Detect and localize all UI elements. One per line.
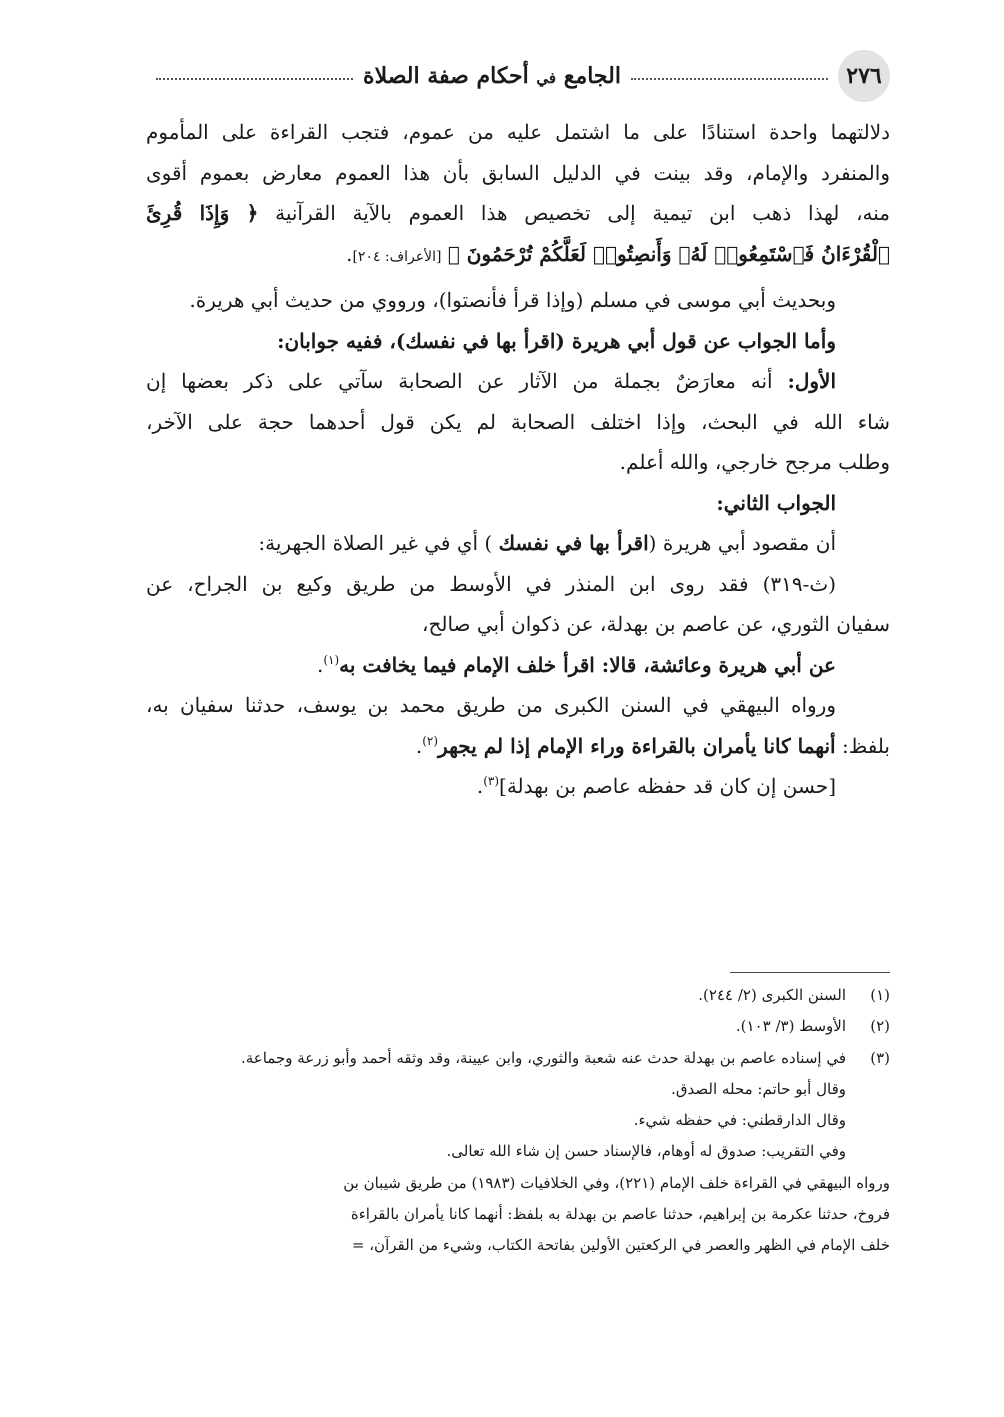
- text-line: دلالتهما واحدة استنادًا على ما اشتمل عليه من عموم، فتجب القراءة على المأموم: [146, 120, 890, 144]
- punctuation: .: [346, 241, 353, 266]
- text-line: وطلب مرجح خارجي، والله أعلم.: [619, 450, 890, 474]
- page-number: ٢٧٦: [838, 50, 890, 102]
- footnote-number: (٣): [870, 1048, 890, 1067]
- grading-text: [حسن إن كان قد حفظه عاصم بن بهدلة]: [499, 774, 836, 798]
- quran-verse-end: ٱلْقُرْءَانُ فَٱسْتَمِعُوا۟ لَهُۥ وَأَنصِتُوا۟ لَعَلَّكُمْ تُرْحَمُونَ ﴾: [447, 241, 890, 266]
- book-title: [363, 63, 621, 89]
- section-heading: وأما الجواب عن قول أبي هريرة (اقرأ بها في نفسك)، ففيه جوابان:: [277, 328, 836, 353]
- footnote-line: وقال الدارقطني: في حفظه شيء.: [633, 1111, 846, 1130]
- narration-text: عن أبي هريرة وعائشة، قالا: اقرأ خلف الإمام فيما يخافت به: [339, 652, 836, 677]
- footnote-line: وقال أبو حاتم: محله الصدق.: [671, 1079, 846, 1098]
- text-line: [146, 523, 890, 564]
- footnote-text: الأوسط (٣/ ١٠٣).: [735, 1017, 846, 1036]
- main-text: [146, 112, 890, 807]
- quoted-phrase: اقرأ بها في نفسك: [498, 531, 649, 555]
- text-line: [146, 766, 890, 807]
- book-title-part-1: الجامع: [563, 63, 621, 89]
- header-dots-right: [631, 78, 828, 80]
- text-line: سفيان الثوري، عن عاصم بن بهدلة، عن ذكوان أبي صالح،: [421, 612, 890, 636]
- text-line: [146, 234, 890, 275]
- text-line: [146, 645, 890, 686]
- text-segment: أن مقصود أبي هريرة (: [648, 531, 836, 555]
- punctuation: .: [316, 652, 324, 677]
- text-line: وبحديث أبي موسى في مسلم (وإذا قرأ فأنصتوا)، ورووي من حديث أبي هريرة.: [189, 288, 836, 312]
- text-line: (ث-٣١٩) فقد روى ابن المنذر في الأوسط من طريق وكيع بن الجراح، عن: [146, 571, 836, 596]
- footnote-ref: (٢): [422, 733, 439, 748]
- text-line: [146, 193, 890, 234]
- text-line: والمنفرد والإمام، وقد بينت في الدليل السابق بأن هذا العموم معارض بعموم أقوى: [146, 160, 890, 185]
- text-segment: بلفظ:: [841, 733, 890, 758]
- section-heading: الجواب الثاني:: [716, 490, 836, 515]
- footnote-item: [146, 1043, 890, 1074]
- running-header: [146, 46, 890, 106]
- punctuation: .: [415, 733, 423, 758]
- text-segment: منه، لهذا ذهب ابن تيمية إلى تخصيص هذا العموم بالآية القرآنية: [275, 201, 891, 225]
- footnote-line: خلف الإمام في الظهر والعصر في الركعتين الأولين بفاتحة الكتاب، وشيء من القرآن، =: [351, 1236, 890, 1255]
- footnote-item: [146, 1011, 890, 1042]
- text-segment: ) أي في غير الصلاة الجهرية:: [258, 531, 493, 555]
- footnote-line: ورواه البيهقي في القراءة خلف الإمام (٢٢١)، وفي الخلافيات (١٩٨٣) من طريق شيبان بن: [343, 1173, 890, 1192]
- footnote-number: (١): [870, 986, 890, 1004]
- quran-verse-start: ﴿ وَإِذَا قُرِئَ: [146, 201, 259, 225]
- footnote-line: وفي التقريب: صدوق له أوهام، فالإسناد حسن إن شاء الله تعالى.: [446, 1142, 846, 1161]
- text-line: ورواه البيهقي في السنن الكبرى من طريق محمد بن يوسف، حدثنا سفيان به،: [146, 693, 836, 717]
- book-title-part-2: في: [536, 69, 557, 87]
- footnote-ref: (١): [323, 652, 340, 667]
- footnote-separator: [730, 972, 890, 973]
- book-title-part-3: أحكام صفة الصلاة: [363, 63, 529, 89]
- verse-reference: [الأعراف: ٢٠٤]: [352, 248, 442, 265]
- footnote-ref: (٣): [483, 774, 500, 788]
- text-segment: أنه معارَضٌ بجملة من الآثار عن الصحابة سآتي على ذكر بعضها إن: [146, 369, 773, 393]
- answer-label: الأول:: [787, 369, 837, 393]
- punctuation: .: [476, 774, 484, 798]
- footnote-line: فروخ، حدثنا عكرمة بن إبراهيم، حدثنا عاصم بن بهدلة به بلفظ: أنهما كانا يأمران بالقراءة: [350, 1205, 890, 1224]
- text-line: [146, 726, 890, 767]
- text-line: شاء الله في البحث، وإذا اختلف الصحابة لم يكن قول أحدهما حجة على الآخر،: [146, 409, 890, 434]
- text-line: [146, 361, 890, 402]
- footnote-number: (٢): [870, 1017, 890, 1036]
- footnote-item: [146, 980, 890, 1011]
- footnotes: [146, 980, 890, 1262]
- footnote-text: السنن الكبرى (٢/ ٢٤٤).: [698, 986, 846, 1004]
- narration-text: أنهما كانا يأمران بالقراءة وراء الإمام إذا لم يجهر: [438, 733, 836, 758]
- header-dots-left: [156, 78, 353, 80]
- footnote-text: في إسناده عاصم بن بهدلة حدث عنه شعبة والثوري، وابن عيينة، وقد وثقه أحمد وأبو زرعة وجماعة.: [240, 1048, 846, 1067]
